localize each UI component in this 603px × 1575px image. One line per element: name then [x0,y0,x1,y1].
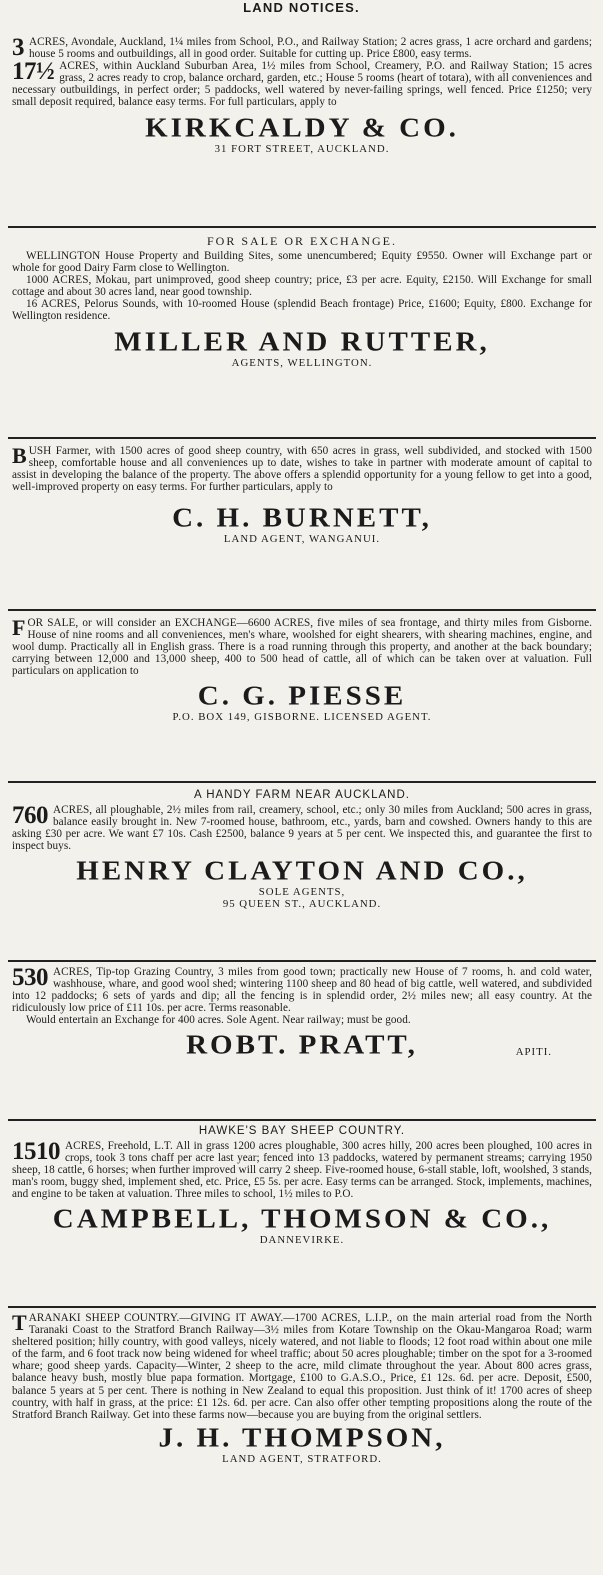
divider-rule [8,609,596,611]
ad-text: USH Farmer, with 1500 acres of good sheep country, with 650 acres in grass, well subdivided, and stocked with 1500 sheep, comfortable house and all conveniences up to date, wishes to take in partner with moderate amount of capital to assist in developing the balance of the property. The above offers a splendid opportunity for a young fellow to get into a good, well-improved property on easy terms. For further particulars, apply to [12,445,592,494]
ad-text: OR SALE, or will consider an EXCHANGE—6600 ACRES, five miles of sea frontage, and thirty miles from Gisborne. House of nine rooms and all conveniences, men's whare, woolshed for eight shearers, with shearing machines, engine, and wool dump. Practically all in English grass. There is a road running through this property, and another at the back boundary; carrying between 12,000 and 13,000 sheep, 400 to 500 head of cattle, all of which can be taken over at valuation. Full particulars on application to [12,617,592,678]
ad-item [12,60,592,108]
acreage-number: 1510 [12,1138,60,1165]
firm-sub: SOLE AGENTS, [258,886,346,899]
firm-name: CAMPBELL, THOMSON & CO., [52,1204,552,1235]
divider-rule [8,437,596,439]
ad-paragraph [12,804,592,852]
ad-paragraph: 16 ACRES, Pelorus Sounds, with 10-roomed House (splendid Beach frontage) Price, £1600; Equity, £800. Exchange for Wellington residence. [12,298,592,323]
ad-text: ACRES, Tip-top Grazing Country, 3 miles from good town; practically new House of 7 rooms, h. and cold water, washhouse, whare, and good wool shed; wintering 1100 sheep and 80 head of big cattle, well watered, and subdivided into 12 paddocks; 6 sets of yards and dip; all the fencing is in splendid order, 2½ miles new; all easy country. At the ridiculously low price of £11 10s. per acre. Terms reasonable. [12,966,592,1015]
acreage-number: 760 [12,802,48,829]
ad-text: ACRES, Freehold, L.T. All in grass 1200 acres ploughable, 300 acres hilly, 200 acres been ploughed, 100 acres in crops, took 3 tons chaff per acre last year; fenced into 13 paddocks, watered by permanent streams; carrying 1950 sheep, 18 cattle, 6 horses; when further improved will carry 2 sheep. Five-roomed house, 6-stall stable, loft, woolshed, 3 stands, man's room, buggy shed, implement shed, etc. Price, £5 5s. per acre. Easy terms can be arranged. Stock, implements, machines, and engine to be taken at valuation. Three miles to school, 1½ miles to P.O. [12,1140,592,1201]
firm-name: C. H. BURNETT, [172,503,432,534]
ad-burnett [12,445,592,545]
ad-miller-rutter [12,234,592,369]
divider-rule [8,960,596,962]
ad-text: ARANAKI SHEEP COUNTRY.—GIVING IT AWAY.—1700 ACRES, L.I.P., on the main arterial road from the North Taranaki Coast to the Stratford Branch Railway—3½ miles from Kotare Township on the Okau-Mangaroa Road; warm sheltered position; hilly country, with good valleys, nicely watered, and not liable to floods; 12 foot road within about one mile of the farm, and 6 foot track now being widened for wheel traffic; about 50 acres ploughable; timber on the spot for a 3-roomed whare; good sheep yards. Capacity—Winter, 2 sheep to the acre, mild climate throughout the year. About 800 acres grass, balance heavy bush, mostly blue papa formation. Mortgage, £100 to G.A.S.O., Price, £1 12s. 6d. per acre. Deposit, £500, balance 5 years at 5 per cent. There is nothing in New Zealand to equal this proposition. Just think of it! 1700 acres of sheep country, with half in grass, at the price: £1 12s. 6d. per acre. Can also offer other tempting propositions along the route of the Stratford Branch Railway. Get into these farms now—because you are buying from the original settlers. [12,1312,592,1421]
ad-paragraph [12,445,592,493]
ad-paragraph [12,1312,592,1421]
acreage-number: 3 [12,34,24,61]
divider-rule [8,226,596,228]
ad-thompson [12,1312,592,1465]
ad-item-text: ACRES, within Auckland Suburban Area, 1½ miles from School, Creamery, P.O. and Railway Station; 15 acres grass, 2 acres ready to crop, balance orchard, garden, etc.; House 5 rooms (heart of totara), with all conveniences and necessary outbuildings, in perfect order; 5 paddocks, well watered by never-failing springs, well fenced. Price £1250; very small deposit required, balance easy terms. For full particulars, apply to [12,60,592,109]
ad-item-text: ACRES, Avondale, Auckland, 1¼ miles from School, P.O., and Railway Station; 2 acres grass, 1 acre orchard and gardens; house 5 rooms and outbuildings, all in good order. Suitable for cutting up. Price £800, easy terms. [29,36,592,61]
ad-paragraph: 1000 ACRES, Mokau, part unimproved, good sheep country; price, £3 per acre. Equity, £2150. Will Exchange for small cottage and about 30 acres land, near good township. [12,274,592,299]
ad-paragraph [12,1140,592,1200]
drop-cap: F [12,615,26,640]
firm-location: APITI. [515,1046,552,1059]
ad-kirkcaldy [12,36,592,155]
firm-name: KIRKCALDY & CO. [145,112,459,143]
drop-cap: T [12,1310,27,1335]
firm-name: J. H. THOMPSON, [158,1422,446,1454]
firm-name: ROBT. PRATT, [186,1030,418,1061]
divider-rule [8,1306,596,1308]
firm-name: HENRY CLAYTON AND CO., [76,856,528,887]
ad-paragraph [12,966,592,1014]
firm-address: DANNEVIRKE. [259,1234,345,1247]
firm-address: 31 FORT STREET, AUCKLAND. [214,142,390,155]
firm-address: LAND AGENT, WANGANUI. [223,533,381,546]
ad-headline: HAWKE'S BAY SHEEP COUNTRY. [198,1125,406,1137]
firm-address: 95 QUEEN ST., AUCKLAND. [222,898,382,911]
firm-row [12,1030,592,1060]
ad-text: ACRES, all ploughable, 2½ miles from rail, creamery, school, etc.; only 30 miles from Auckland; 500 acres in grass, balance easily brought in. New 7-roomed house, bathroom, etc., yards, barn and cowshed. Owners handy to this are asking £30 per acre. We want £7 10s. Cash £2500, balance 9 years at 5 per cent. We inspected this, and guarantee the first to inspect buys. [12,804,592,853]
acreage-number: 17½ [12,58,55,86]
drop-cap: B [12,443,27,468]
ad-headline: FOR SALE OR EXCHANGE. [206,234,397,248]
firm-address: AGENTS, WELLINGTON. [231,356,373,369]
ad-pratt [12,966,592,1060]
ad-clayton [12,788,592,910]
firm-address: LAND AGENT, STRATFORD. [222,1452,382,1465]
section-header: LAND NOTICES. [243,0,360,15]
firm-address: P.O. BOX 149, GISBORNE. LICENSED AGENT. [172,711,432,724]
divider-rule [8,781,596,783]
ad-paragraph [12,617,592,677]
divider-rule [8,1119,596,1121]
ad-item [12,36,592,60]
ad-paragraph: WELLINGTON House Property and Building Sites, some unencumbered; Equity £9550. Owner will Exchange part or whole for good Dairy Farm close to Wellington. [12,250,592,275]
ad-campbell-thomson [12,1124,592,1246]
acreage-number: 530 [12,964,48,991]
firm-name: C. G. PIESSE [197,681,407,712]
firm-name: MILLER AND RUTTER, [114,326,490,357]
ad-piesse [12,617,592,723]
ad-headline: A HANDY FARM NEAR AUCKLAND. [194,789,410,801]
ad-paragraph: Would entertain an Exchange for 400 acres. Sole Agent. Near railway; must be good. [26,1014,411,1027]
